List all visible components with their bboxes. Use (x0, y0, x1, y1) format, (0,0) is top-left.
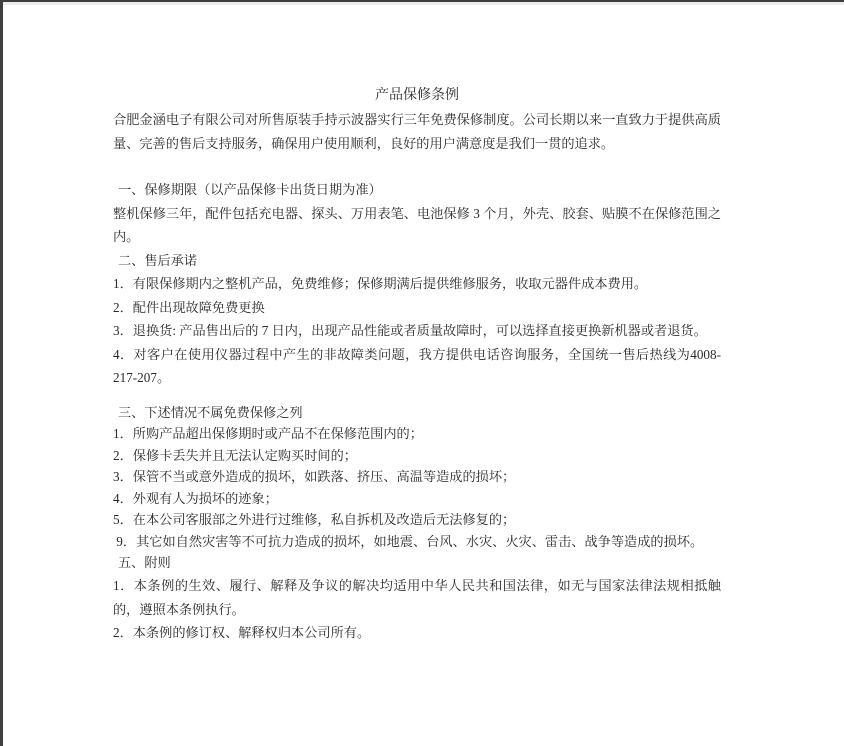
section-2-item-4: 4．对客户在使用仪器过程中产生的非故障类问题，我方提供电话咨询服务，全国统一售后热线为4008-217-207。 (113, 346, 721, 385)
section-3-item-5: 5．在本公司客服部之外进行过维修，私自拆机及改造后无法修复的； (113, 512, 516, 527)
section-not-covered (113, 402, 721, 553)
blank-line (113, 155, 721, 178)
document-title: 产品保修条例 (375, 88, 459, 103)
section-5-item-2: 2．本条例的修订权、解释权归本公司所有。 (113, 625, 371, 640)
section-2-item-2: 2．配件出现故障免费更换 (113, 299, 265, 315)
page-left-edge (0, 0, 3, 746)
section-5-heading: 五、附则 (118, 555, 171, 570)
section-3-item-4: 4．外观有人为损坏的迹象； (113, 490, 278, 506)
section-after-sales-promise (113, 249, 721, 390)
section-3-item-2: 2．保修卡丢失并且无法认定购买时间的； (113, 447, 357, 463)
page-top-edge-shadow (3, 2, 844, 5)
section-3-heading: 三、下述情况不属免费保修之列 (118, 404, 303, 420)
intro-paragraph: 合肥金涵电子有限公司对所售原装手持示波器实行三年免费保修制度。公司长期以来一直致力于提供高质量、完善的售后支持服务，确保用户使用顺利，良好的用户满意度是我们一贯的追求。 (113, 112, 721, 151)
section-2-heading: 二、售后承诺 (118, 252, 198, 268)
section-3-item-9: 9．其它如自然灾害等不可抗力造成的损坏，如地震、台风、水灾、火灾、雷击、战争等造成的损坏。 (113, 533, 704, 549)
section-2-item-1: 1．有限保修期内之整机产品，免费维修；保修期满后提供维修服务，收取元器件成本费用。 (113, 276, 648, 291)
section-2-item-3: 3．退换货: 产品售出后的 7 日内，出现产品性能或者质量故障时，可以选择直接更换新机器或者退货。 (113, 323, 707, 338)
section-supplementary (113, 552, 721, 645)
section-5-item-1: 1．本条例的生效、履行、解释及争议的解决均适用中华人民共和国法律，如无与国家法律法规相抵触的，遵照本条例执行。 (113, 578, 721, 617)
section-warranty-period (113, 178, 721, 249)
section-3-item-3: 3．保管不当或意外造成的损坏，如跌落、挤压、高温等造成的损坏； (113, 469, 516, 484)
document-content (113, 84, 721, 645)
section-1-body: 整机保修三年，配件包括充电器、探头、万用表笔、电池保修 3 个月，外壳、胶套、贴膜不在保修范围之内。 (113, 205, 721, 244)
section-3-item-1: 1．所购产品超出保修期时或产品不在保修范围内的； (113, 426, 423, 441)
section-1-heading: 一、保修期限（以产品保修卡出货日期为准） (118, 182, 382, 197)
